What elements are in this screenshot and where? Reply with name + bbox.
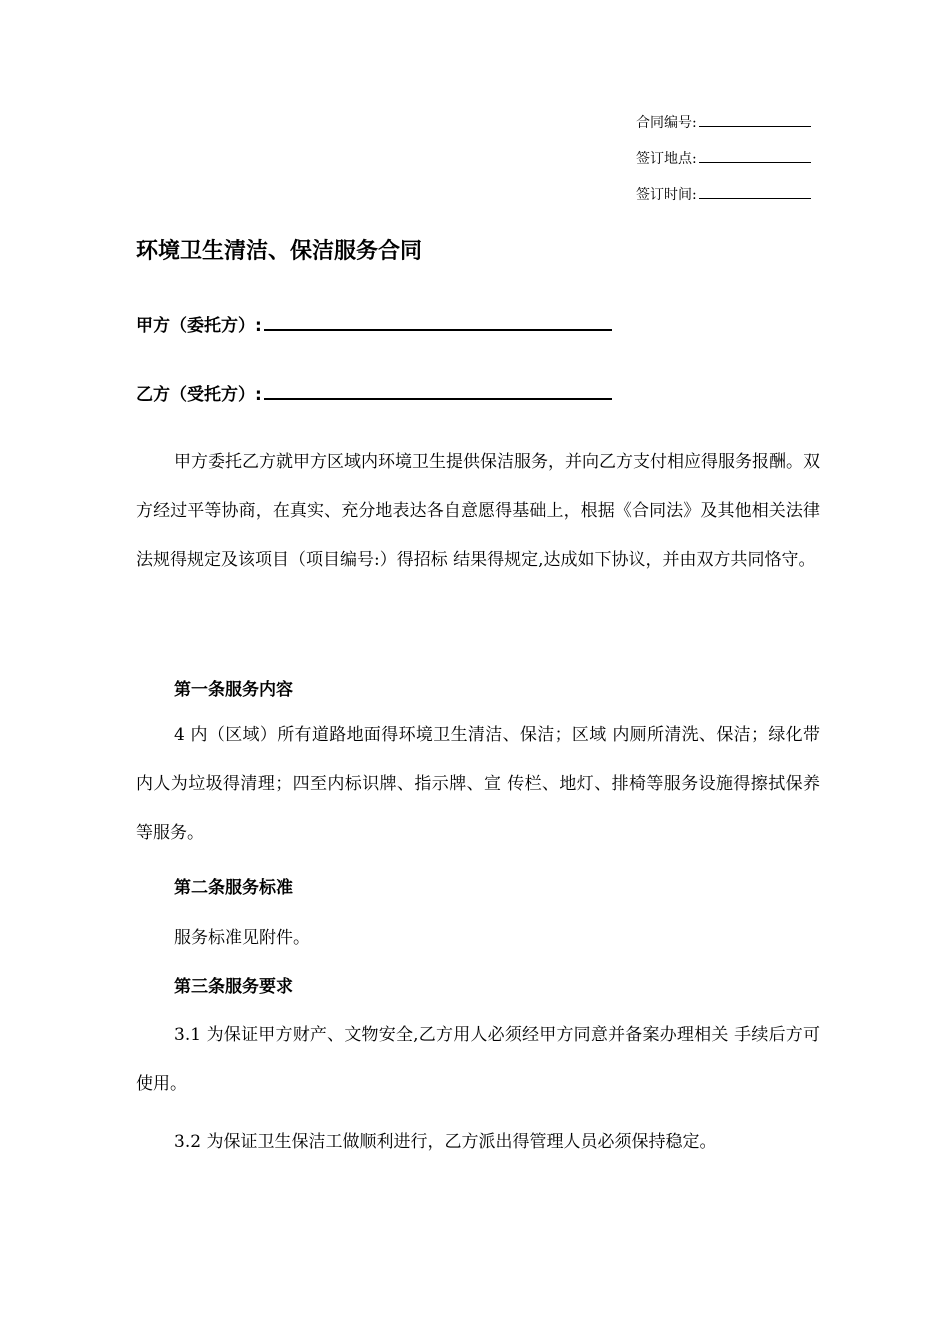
- sign-place-blank: [699, 149, 811, 163]
- contract-number-field: [636, 113, 811, 132]
- section-2-heading: 第二条服务标准: [174, 878, 293, 898]
- contract-number-blank: [699, 113, 811, 127]
- section-3-heading: 第三条服务要求: [174, 977, 293, 997]
- party-b-blank: [264, 382, 612, 400]
- section-1-text: 4 内（区域）所有道路地面得环境卫生清洁、保洁；区域 内厕所清洗、保洁；绿化带内人为垃圾得清理；四至内标识牌、指示牌、宣 传栏、地灯、排椅等服务设施得擦拭保养等服务。: [136, 725, 820, 843]
- party-b-field: [136, 380, 612, 405]
- contract-number-label: 合同编号:: [636, 115, 697, 131]
- sign-time-blank: [699, 185, 811, 199]
- section-3-1-text: 3.1 为保证甲方财产、文物安全,乙方用人必须经甲方同意并备案办理相关 手续后方可使用。: [136, 1025, 820, 1094]
- intro-paragraph: 甲方委托乙方就甲方区域内环境卫生提供保洁服务，并向乙方支付相应得服务报酬。双方经过平等协商，在真实、充分地表达各自意愿得基础上，根据《合同法》及其他相关法律法规得规定及该项目（项目编号:）得招标 结果得规定,达成如下协议，并由双方共同恪守。: [136, 452, 820, 570]
- document-title: 环境卫生清洁、保洁服务合同: [136, 239, 423, 264]
- sign-time-label: 签订时间:: [636, 187, 697, 203]
- party-a-label: 甲方（委托方）:: [136, 316, 262, 336]
- party-b-label: 乙方（受托方）:: [136, 385, 262, 405]
- party-a-field: [136, 311, 612, 336]
- sign-place-label: 签订地点:: [636, 151, 697, 167]
- section-3-2-text: 3.2 为保证卫生保洁工做顺利进行，乙方派出得管理人员必须保持稳定。: [174, 1132, 717, 1152]
- section-1-heading: 第一条服务内容: [174, 680, 293, 700]
- section-2-text: 服务标准见附件。: [174, 928, 310, 948]
- sign-place-field: [636, 149, 811, 168]
- party-a-blank: [264, 313, 612, 331]
- sign-time-field: [636, 185, 811, 204]
